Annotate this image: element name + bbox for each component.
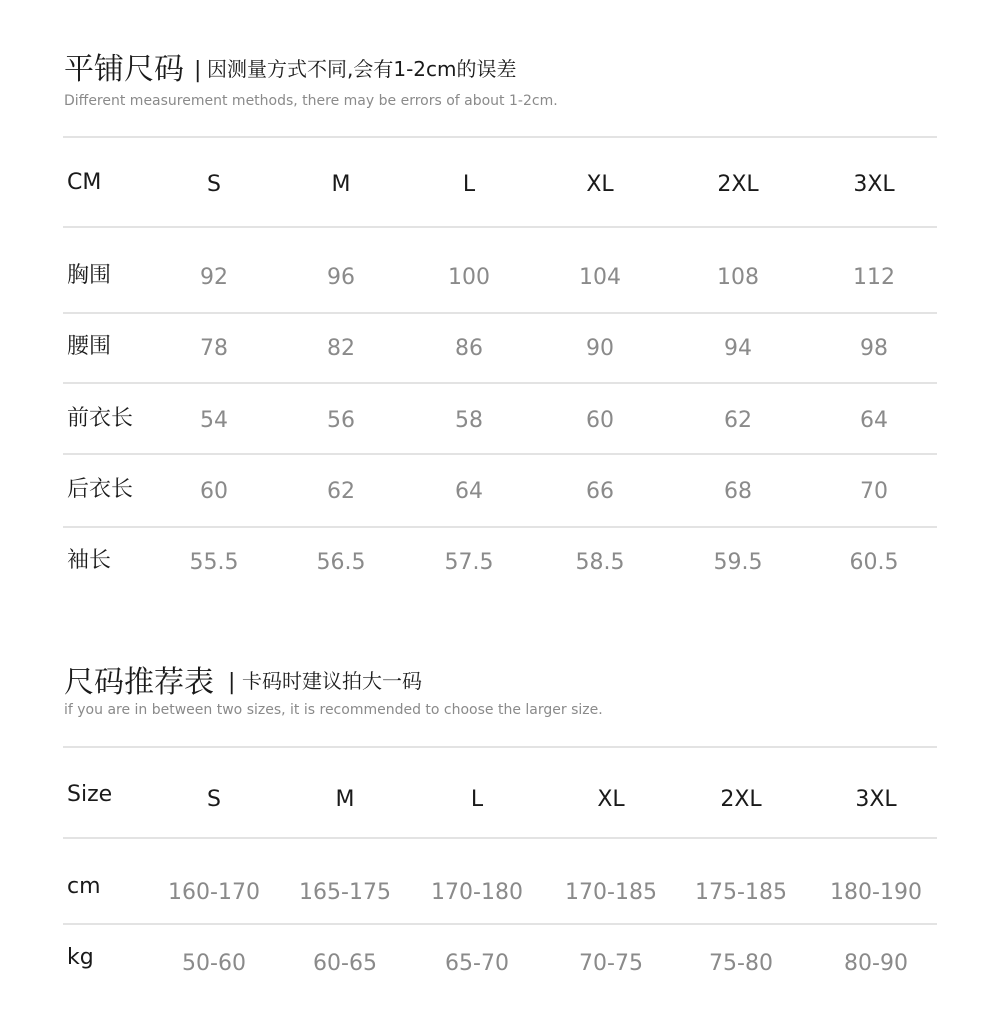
table-cell: 165-175: [299, 880, 391, 905]
table-cell: 170-185: [565, 880, 657, 905]
table-cell: 175-185: [695, 880, 787, 905]
table-cell: 64: [860, 408, 888, 433]
row-label: 后衣长: [67, 477, 134, 502]
row-label: 胸围: [67, 263, 112, 288]
table-cell: 108: [717, 265, 759, 290]
table-cell: 57.5: [444, 550, 494, 575]
table-cell: 100: [448, 265, 490, 290]
table-cell: 112: [853, 265, 895, 290]
size-header: M: [335, 787, 355, 812]
size-header: S: [207, 172, 221, 197]
measure-title-note: 因测量方式不同,会有1-2cm的误差: [207, 57, 517, 81]
table-cell: 68: [724, 479, 752, 504]
table-divider: [63, 526, 937, 528]
title-separator: |: [194, 58, 202, 83]
table-cell: 56.5: [316, 550, 366, 575]
table-cell: 82: [327, 336, 355, 361]
row-label: kg: [67, 945, 94, 970]
measure-subtitle: Different measurement methods, there may be errors of about 1-2cm.: [64, 93, 558, 109]
table-cell: 60.5: [849, 550, 899, 575]
table-cell: 94: [724, 336, 752, 361]
recommend-title-note: 卡码时建议拍大一码: [242, 669, 422, 693]
size-header: 2XL: [720, 787, 762, 812]
table-cell: 60: [200, 479, 228, 504]
table-cell: 78: [200, 336, 228, 361]
table-cell: 60-65: [313, 951, 377, 976]
table-cell: 75-80: [709, 951, 773, 976]
table-cell: 58: [455, 408, 483, 433]
table-cell: 70-75: [579, 951, 643, 976]
table-divider: [63, 453, 937, 455]
table-cell: 66: [586, 479, 614, 504]
title-separator: |: [228, 670, 236, 695]
table-cell: 90: [586, 336, 614, 361]
size-header: S: [207, 787, 221, 812]
size-header: XL: [586, 172, 614, 197]
measure-corner-label: CM: [67, 170, 102, 195]
table-cell: 98: [860, 336, 888, 361]
table-cell: 65-70: [445, 951, 509, 976]
row-label: 袖长: [67, 548, 112, 573]
table-cell: 64: [455, 479, 483, 504]
table-cell: 60: [586, 408, 614, 433]
table-cell: 160-170: [168, 880, 260, 905]
table-cell: 62: [327, 479, 355, 504]
table-cell: 59.5: [713, 550, 763, 575]
table-cell: 92: [200, 265, 228, 290]
table-cell: 58.5: [575, 550, 625, 575]
size-header: L: [470, 787, 484, 812]
table-cell: 62: [724, 408, 752, 433]
table-divider: [63, 923, 937, 925]
table-cell: 56: [327, 408, 355, 433]
table-cell: 55.5: [189, 550, 239, 575]
table-cell: 104: [579, 265, 621, 290]
table-divider: [63, 382, 937, 384]
size-header: 3XL: [853, 172, 895, 197]
table-cell: 86: [455, 336, 483, 361]
recommend-title: 尺码推荐表: [64, 665, 214, 700]
table-divider: [63, 746, 937, 748]
row-label: cm: [67, 874, 101, 899]
recommend-corner-label: Size: [67, 782, 113, 807]
size-header: L: [462, 172, 476, 197]
recommend-subtitle: if you are in between two sizes, it is recommended to choose the larger size.: [64, 702, 603, 718]
table-cell: 170-180: [431, 880, 523, 905]
table-cell: 96: [327, 265, 355, 290]
table-cell: 80-90: [844, 951, 908, 976]
row-label: 腰围: [67, 334, 112, 359]
row-label: 前衣长: [67, 406, 134, 431]
table-cell: 50-60: [182, 951, 246, 976]
table-divider: [63, 837, 937, 839]
table-divider: [63, 226, 937, 228]
size-header: 2XL: [717, 172, 759, 197]
table-cell: 70: [860, 479, 888, 504]
size-header: M: [331, 172, 351, 197]
size-header: 3XL: [855, 787, 897, 812]
table-cell: 180-190: [830, 880, 922, 905]
measure-title: 平铺尺码: [64, 52, 184, 87]
table-divider: [63, 136, 937, 138]
size-header: XL: [597, 787, 625, 812]
table-divider: [63, 312, 937, 314]
table-cell: 54: [200, 408, 228, 433]
